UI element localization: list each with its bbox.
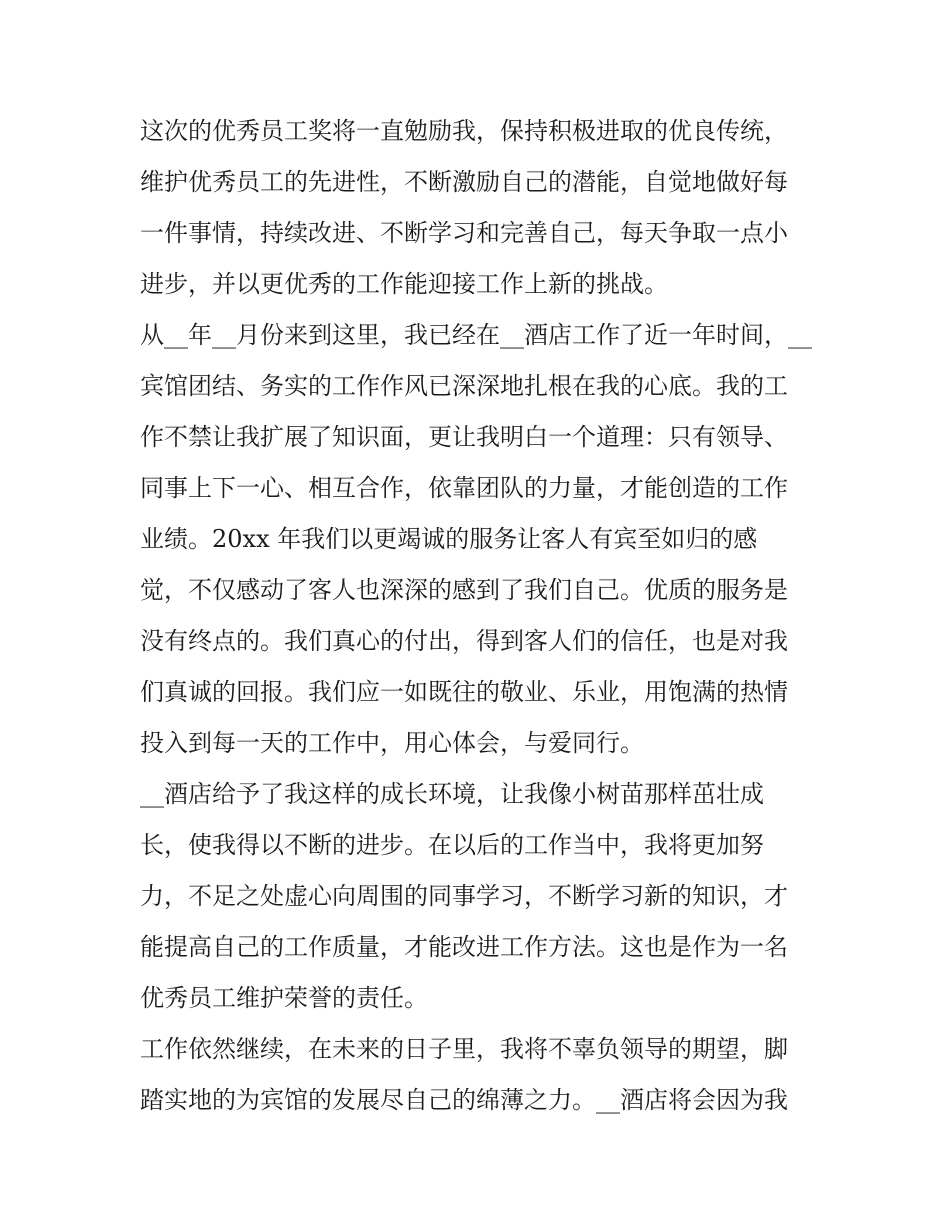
text-line: 宾馆团结、务实的工作作风已深深地扎根在我的心底。我的工	[140, 372, 788, 400]
text-line: 优秀员工维护荣誉的责任。	[140, 984, 428, 1012]
text-line: 力，不足之处虚心向周围的同事学习，不断学习新的知识，才	[140, 882, 788, 910]
text-line: 长，使我得以不断的进步。在以后的工作当中，我将更加努	[140, 831, 764, 859]
text-line: 工作依然继续，在未来的日子里，我将不辜负领导的期望，脚	[140, 1035, 788, 1063]
text-line: 觉，不仅感动了客人也深深的感到了我们自己。优质的服务是	[140, 576, 788, 604]
text-line: __酒店给予了我这样的成长环境，让我像小树苗那样茁壮成	[140, 780, 764, 808]
text-line: 从__年__月份来到这里，我已经在__酒店工作了近一年时间，__	[140, 321, 812, 349]
text-line: 作不禁让我扩展了知识面，更让我明白一个道理：只有领导、	[140, 423, 788, 451]
text-line: 业绩。20xx 年我们以更竭诚的服务让客人有宾至如归的感	[140, 525, 758, 553]
document-body	[140, 106, 820, 1126]
text-line: 们真诚的回报。我们应一如既往的敬业、乐业，用饱满的热情	[140, 678, 788, 706]
text-line: 没有终点的。我们真心的付出，得到客人们的信任，也是对我	[140, 627, 788, 655]
text-line: 同事上下一心、相互合作，依靠团队的力量，才能创造的工作	[140, 474, 788, 502]
text-line: 一件事情，持续改进、不断学习和完善自己，每天争取一点小	[140, 219, 788, 247]
text-line: 踏实地的为宾馆的发展尽自己的绵薄之力。__酒店将会因为我	[140, 1086, 788, 1114]
text-line: 维护优秀员工的先进性，不断激励自己的潜能，自觉地做好每	[140, 168, 788, 196]
text-line: 进步，并以更优秀的工作能迎接工作上新的挑战。	[140, 270, 668, 298]
text-line: 投入到每一天的工作中，用心体会，与爱同行。	[140, 729, 644, 757]
text-line: 能提高自己的工作质量，才能改进工作方法。这也是作为一名	[140, 933, 788, 961]
text-line: 这次的优秀员工奖将一直勉励我，保持积极进取的优良传统，	[140, 117, 788, 145]
